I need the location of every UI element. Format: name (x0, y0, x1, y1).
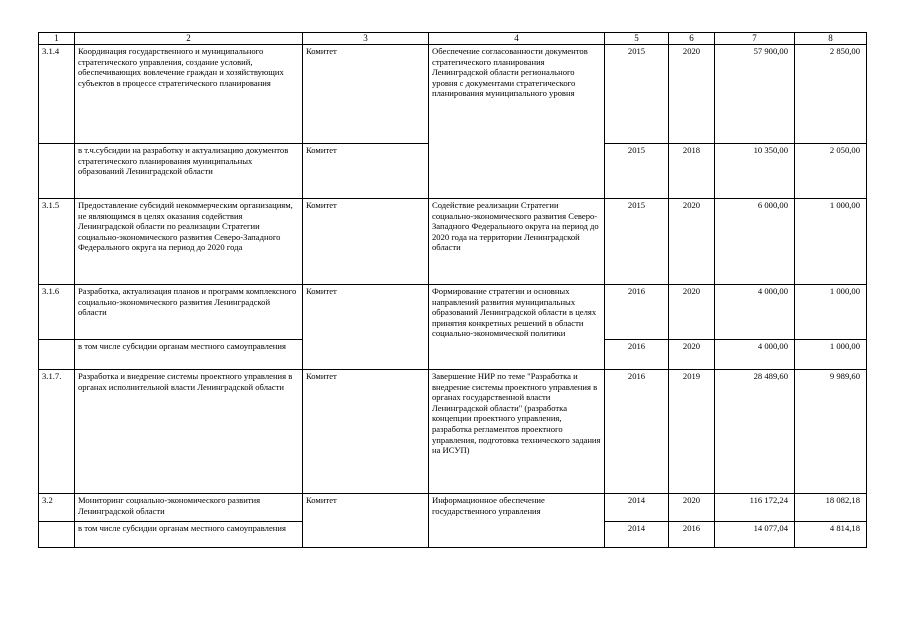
activity-name: Мониторинг социально-экономического развития Ленинградской области (75, 494, 303, 522)
header-cell: 4 (429, 33, 605, 45)
row-number: 3.1.7. (39, 370, 75, 494)
start-year: 2016 (605, 340, 669, 370)
header-cell: 7 (715, 33, 795, 45)
total-amount: 4 000,00 (715, 340, 795, 370)
table-row (39, 370, 867, 494)
total-amount: 10 350,00 (715, 144, 795, 199)
end-year: 2020 (669, 199, 715, 285)
total-amount: 116 172,24 (715, 494, 795, 522)
start-year: 2016 (605, 285, 669, 340)
year-amount: 1 000,00 (795, 340, 867, 370)
total-amount: 28 489,60 (715, 370, 795, 494)
row-number (39, 340, 75, 370)
start-year: 2014 (605, 494, 669, 522)
total-amount: 57 900,00 (715, 45, 795, 144)
year-amount: 9 989,60 (795, 370, 867, 494)
end-year: 2020 (669, 340, 715, 370)
row-number: 3.2 (39, 494, 75, 522)
year-amount: 2 850,00 (795, 45, 867, 144)
activity-name: Разработка и внедрение системы проектного управления в органах исполнительной власти Ленинградской области (75, 370, 303, 494)
year-amount: 1 000,00 (795, 285, 867, 340)
year-amount: 2 050,00 (795, 144, 867, 199)
row-number (39, 522, 75, 548)
start-year: 2015 (605, 45, 669, 144)
executor: Комитет (303, 45, 429, 144)
year-amount: 1 000,00 (795, 199, 867, 285)
header-cell: 3 (303, 33, 429, 45)
activity-name: Предоставление субсидий некоммерческим организациям, не являющимся в целях оказания содействия Ленинградской области по реализации Стратегии социально-экономического развития Северо-Западного Федерального округа на период до 2020 года (75, 199, 303, 285)
table-row (39, 494, 867, 522)
total-amount: 6 000,00 (715, 199, 795, 285)
expected-result: Завершение НИР по теме "Разработка и внедрение системы проектного управления в органах государственной власти Ленинградской области" (разработка концепции проектного управления, разработка регламентов проектного управления, подготовка технического задания на ИСУП) (429, 370, 605, 494)
end-year: 2020 (669, 494, 715, 522)
end-year: 2016 (669, 522, 715, 548)
header-cell: 1 (39, 33, 75, 45)
table-row (39, 45, 867, 144)
end-year: 2020 (669, 285, 715, 340)
subsidy-name: в т.ч.субсидии на разработку и актуализацию документов стратегического планирования муниципальных образований Ленинградской области (75, 144, 303, 199)
executor: Комитет (303, 285, 429, 370)
expected-result: Обеспечение согласованности документов стратегического планирования Ленинградской области регионального уровня с документами стратегического планирования муниципального уровня (429, 45, 605, 199)
row-number (39, 144, 75, 199)
subsidy-name: в том числе субсидии органам местного самоуправления (75, 340, 303, 370)
activity-name: Разработка, актуализация планов и программ комплексного социально-экономического развития Ленинградской области (75, 285, 303, 340)
executor: Комитет (303, 370, 429, 494)
total-amount: 14 077,04 (715, 522, 795, 548)
table-row (39, 199, 867, 285)
executor: Комитет (303, 144, 429, 199)
activity-name: Координация государственного и муниципального стратегического управления, создание условий, обеспечивающих вовлечение граждан и хозяйствующих субъектов в процессе стратегического планирования (75, 45, 303, 144)
total-amount: 4 000,00 (715, 285, 795, 340)
program-activities-table (38, 32, 867, 548)
row-number: 3.1.6 (39, 285, 75, 340)
table-row (39, 285, 867, 340)
start-year: 2014 (605, 522, 669, 548)
end-year: 2018 (669, 144, 715, 199)
year-amount: 18 082,18 (795, 494, 867, 522)
header-cell: 5 (605, 33, 669, 45)
column-number-header-row (39, 33, 867, 45)
year-amount: 4 814,18 (795, 522, 867, 548)
end-year: 2019 (669, 370, 715, 494)
end-year: 2020 (669, 45, 715, 144)
row-number: 3.1.4 (39, 45, 75, 144)
start-year: 2015 (605, 199, 669, 285)
start-year: 2016 (605, 370, 669, 494)
subsidy-name: в том числе субсидии органам местного самоуправления (75, 522, 303, 548)
header-cell: 8 (795, 33, 867, 45)
executor: Комитет (303, 199, 429, 285)
start-year: 2015 (605, 144, 669, 199)
header-cell: 2 (75, 33, 303, 45)
expected-result: Информационное обеспечение государственного управления (429, 494, 605, 548)
expected-result: Формирование стратегии и основных направлений развития муниципальных образований Ленинградской области в целях принятия конкретных решений в области социально-экономической политики (429, 285, 605, 370)
header-cell: 6 (669, 33, 715, 45)
expected-result: Содействие реализации Стратегии социально-экономического развития Северо-Западного Федерального округа на период до 2020 года на территории Ленинградской области (429, 199, 605, 285)
row-number: 3.1.5 (39, 199, 75, 285)
executor: Комитет (303, 494, 429, 548)
